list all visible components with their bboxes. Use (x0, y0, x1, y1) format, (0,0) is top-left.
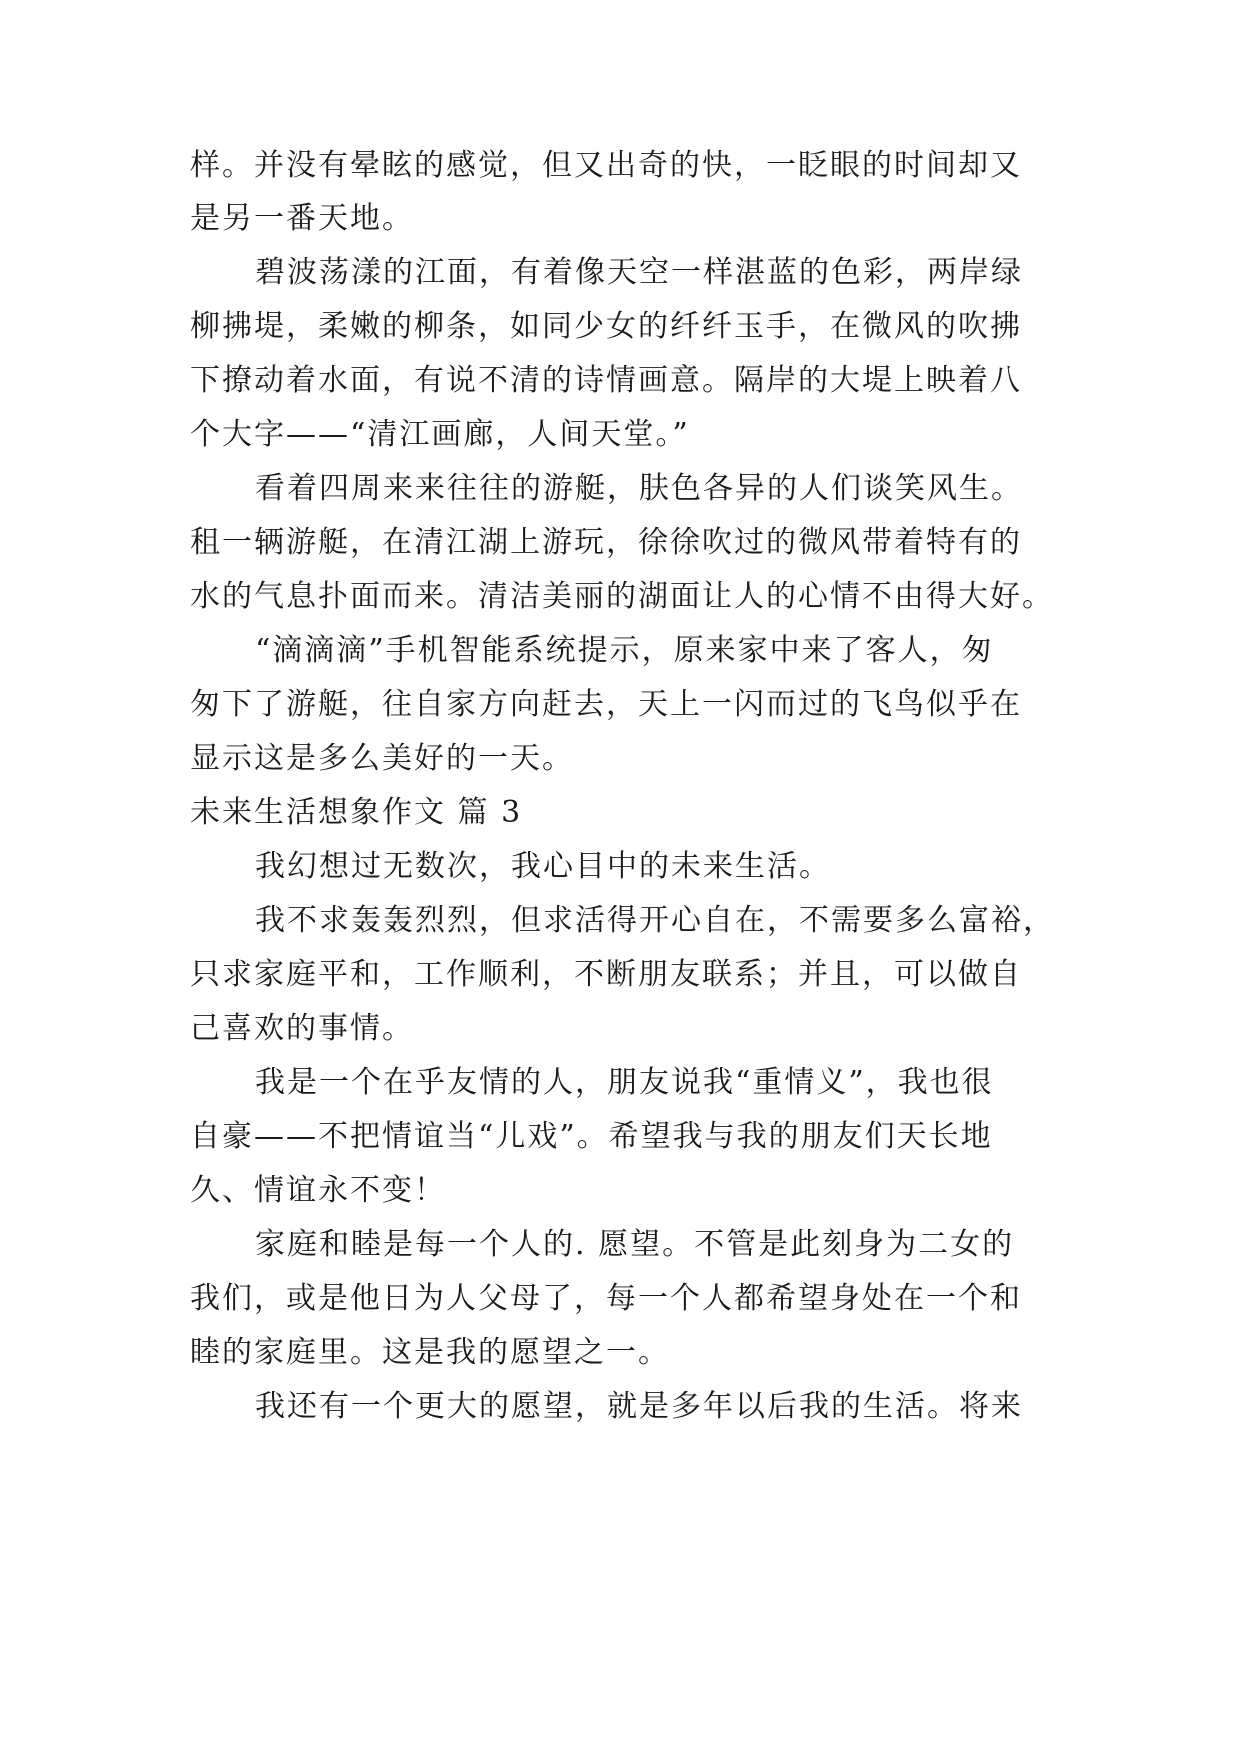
paragraph-start-line: 我是一个在乎友情的人，朋友说我“重情义”，我也很 (255, 1065, 994, 1100)
paragraph-start-line: 碧波荡漾的江面，有着像天空一样湛蓝的色彩，两岸绿 (255, 255, 1023, 290)
paragraph-start-line: “滴滴滴”手机智能系统提示，原来家中来了客人，匆 (255, 633, 994, 668)
text-line: 显示这是多么美好的一天。 (190, 741, 574, 776)
paragraph-start-line: 我幻想过无数次，我心目中的未来生活。 (255, 849, 831, 884)
text-line: 下撩动着水面，有说不清的诗情画意。隔岸的大堤上映着八 (190, 363, 1022, 398)
text-line: 水的气息扑面而来。清洁美丽的湖面让人的心情不由得大好。 (190, 579, 1054, 614)
text-line: 是另一番天地。 (190, 201, 414, 236)
text-line: 租一辆游艇，在清江湖上游玩，徐徐吹过的微风带着特有的 (190, 525, 1022, 560)
text-line: 睦的家庭里。这是我的愿望之一。 (190, 1335, 670, 1370)
text-line: 自豪——不把情谊当“儿戏”。希望我与我的朋友们天长地 (190, 1119, 993, 1154)
paragraph-start-line: 家庭和睦是每一个人的. 愿望。不管是此刻身为二女的 (255, 1227, 1015, 1262)
text-line: 我们，或是他日为人父母了，每一个人都希望身处在一个和 (190, 1281, 1022, 1316)
paragraph-start-line: 看着四周来来往往的游艇，肤色各异的人们谈笑风生。 (255, 471, 1023, 506)
text-line: 匆下了游艇，往自家方向赶去，天上一闪而过的飞鸟似乎在 (190, 687, 1022, 722)
paragraph-start-line: 我还有一个更大的愿望，就是多年以后我的生活。将来 (255, 1389, 1023, 1424)
paragraph-start-line: 我不求轰轰烈烈，但求活得开心自在，不需要多么富裕， (255, 903, 1055, 938)
text-line: 久、情谊永不变！ (190, 1173, 446, 1208)
section-heading: 未来生活想象作文 篇 3 (190, 795, 523, 830)
text-line: 己喜欢的事情。 (190, 1011, 414, 1046)
text-line: 只求家庭平和，工作顺利，不断朋友联系；并且，可以做自 (190, 957, 1022, 992)
text-line: 柳拂堤，柔嫩的柳条，如同少女的纤纤玉手，在微风的吹拂 (190, 309, 1022, 344)
text-line: 样。并没有晕眩的感觉，但又出奇的快，一眨眼的时间却又 (190, 148, 1022, 183)
text-line: 个大字——“清江画廊，人间天堂。” (190, 417, 690, 452)
